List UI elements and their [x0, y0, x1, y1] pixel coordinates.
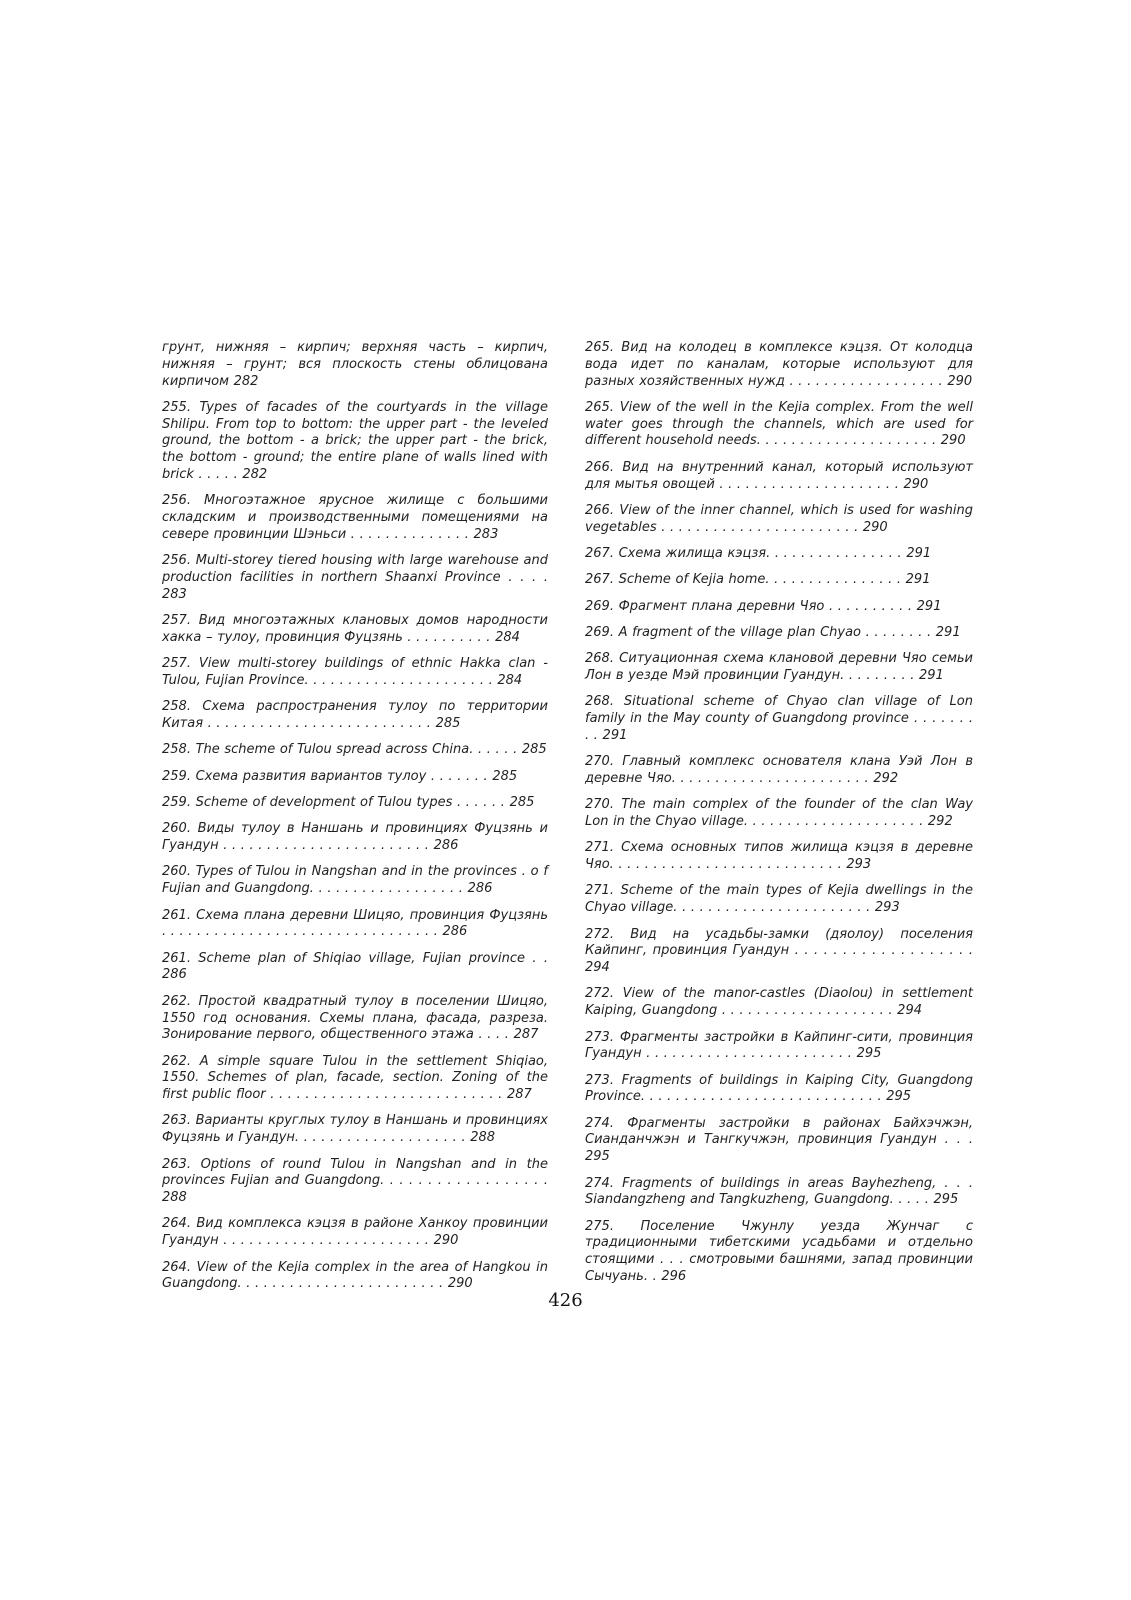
toc-entry-page: 284	[495, 629, 520, 645]
toc-entry	[585, 503, 973, 537]
toc-entry	[162, 864, 548, 898]
toc-entry-page: 291	[916, 598, 942, 614]
toc-entry-page: 290	[947, 373, 973, 389]
toc-entry-page: 290	[433, 1233, 459, 1249]
toc-entry-title: 256. Multi-storey tiered housing with large warehouse and production facilities in northern Shaanxi Province . . . .	[162, 553, 548, 586]
toc-entry-page: 286	[433, 838, 459, 854]
toc-entry-title: 258. Схема распространения тулоу по территории Китая . . . . . . . . . . . . . . . . . . . . . . . . . .	[162, 699, 548, 732]
toc-entry	[162, 340, 548, 390]
toc-entry	[162, 1054, 548, 1104]
toc-entry-page: 292	[927, 814, 953, 830]
toc-entry-page: 283	[162, 586, 187, 602]
toc-entry-page: 291	[918, 667, 944, 683]
toc-entry-page: 290	[447, 1276, 473, 1292]
toc-entry-title: грунт, нижняя – кирпич; верхняя часть – кирпич, нижняя – грунт; вся плоскость стены облицована кирпичом	[162, 340, 548, 389]
toc-entry	[162, 769, 548, 786]
toc-entry	[162, 821, 548, 855]
toc-entry-title: 274. Fragments of buildings in areas Bayhezheng, . . . Siandangzheng and Tangkuzheng, Guangdong. . . . .	[585, 1175, 973, 1208]
toc-entry-title: 271. Scheme of the main types of Kejia dwellings in the Chyao village. . . . . . . . . . . . . . . . . . . . . . .	[585, 883, 973, 916]
toc-entry	[585, 460, 973, 494]
toc-entry	[162, 1216, 548, 1250]
toc-entry-page: 293	[846, 857, 872, 873]
toc-entry-page: 283	[473, 526, 499, 542]
toc-entry-title: 262. Простой квадратный тулоу в поселении Шицяо, 1550 год основания. Схемы плана, фасада, разреза. Зонирование первого, общественного этажа . . . .	[162, 993, 548, 1043]
toc-entry	[585, 599, 973, 616]
toc-entry-page: 286	[442, 924, 468, 940]
toc-entry-title: 258. The scheme of Tulou spread across China. . . . . .	[162, 742, 518, 758]
toc-entry	[585, 546, 973, 563]
toc-entry	[162, 493, 548, 543]
toc-entry-page: 293	[874, 900, 900, 916]
toc-entry-title: 266. View of the inner channel, which is used for washing vegetables . . . . . . . . . . . . . . . . . . . . . . .	[585, 502, 973, 535]
toc-entry-page: 284	[497, 673, 523, 689]
toc-entry-title: 261. Scheme plan of Shiqiao village, Fujian province . .	[162, 950, 548, 966]
toc-column-right	[585, 340, 973, 1295]
toc-entry-page: 287	[513, 1027, 539, 1043]
toc-entry	[162, 1113, 548, 1147]
toc-entry	[585, 694, 973, 744]
toc-entry-title: 260. Виды тулоу в Наншань и провинциях Фуцзянь и Гуандун . . . . . . . . . . . . . . . . . . . . . . . .	[162, 821, 548, 854]
toc-entry-title: 264. View of the Kejia complex in the area of Hangkou in Guangdong. . . . . . . . . . . . . . . . . . . . . . . .	[162, 1259, 548, 1292]
toc-entry	[162, 908, 548, 942]
toc-entry-title: 274. Фрагменты застройки в районах Байхэчжэн, Сианданчжэн и Тангкучжэн, провинция Гуандун . . .	[585, 1115, 973, 1148]
toc-entry	[162, 553, 548, 603]
toc-entry	[585, 340, 973, 390]
toc-entry	[585, 797, 973, 831]
toc-entry-title: 261. Схема плана деревни Шицяо, провинция Фуцзянь . . . . . . . . . . . . . . . . . . . . . . . . . . . . . . . .	[162, 907, 548, 940]
toc-column-left	[162, 340, 548, 1303]
toc-entry	[162, 1260, 548, 1294]
toc-entry-page: 288	[162, 1190, 187, 1206]
toc-entry-title: 270. Главный комплекс основателя клана Уэй Лон в деревне Чяо. . . . . . . . . . . . . . . . . . . . . . .	[585, 754, 973, 786]
toc-entry-title: 270. The main complex of the founder of the clan Way Lon in the Chyao village. . . . . . . . . . . . . . . . . . . . .	[585, 797, 973, 830]
toc-entry-page: 295	[933, 1192, 959, 1208]
toc-entry	[585, 927, 973, 977]
toc-entry-page: 291	[905, 572, 931, 588]
toc-entry-page: 285	[521, 742, 547, 758]
toc-entry-title: 268. Situational scheme of Chyao clan village of Lon family in the May county of Guangdong province . . . . . . . . .	[585, 694, 973, 743]
toc-entry-title: 272. Вид на усадьбы-замки (дяолоу) поселения Кайпинг, провинция Гуандун . . . . . . . . . . . . . . . . . . .	[585, 926, 973, 959]
toc-entry	[162, 951, 548, 985]
toc-entry-title: 271. Схема основных типов жилища кэцзя в деревне Чяо. . . . . . . . . . . . . . . . . . . . . . . . . . .	[585, 840, 973, 873]
toc-entry-title: 267. Scheme of Kejia home. . . . . . . . . . . . . . . .	[585, 572, 902, 588]
toc-entry-title: 269. Фрагмент плана деревни Чяо . . . . . . . . . .	[585, 598, 913, 614]
toc-entry-page: 285	[509, 795, 535, 811]
toc-entry-title: 262. A simple square Tulou in the settlement Shiqiao, 1550. Schemes of plan, facade, section. Zoning of the first public floor . . . . . . . . . . . . . . . . . . . . . . . . . . .	[162, 1053, 548, 1103]
toc-entry	[585, 1030, 973, 1064]
toc-entry-page: 286	[467, 881, 493, 897]
toc-entry-page: 282	[242, 467, 268, 483]
toc-entry-page: 285	[435, 716, 461, 732]
toc-entry	[162, 1157, 548, 1207]
toc-entry-page: 287	[506, 1087, 532, 1103]
toc-entry	[585, 754, 973, 788]
toc-entry-title: 257. Вид многоэтажных клановых домов народности хакка – тулоу, провинция Фуцзянь . . . . . . . . . .	[162, 613, 548, 645]
toc-entry-page: 295	[856, 1046, 882, 1062]
page-number: 426	[548, 1290, 583, 1311]
toc-entry-page: 291	[906, 545, 932, 561]
toc-entry-page: 288	[470, 1130, 496, 1146]
toc-entry-page: 296	[661, 1269, 687, 1285]
toc-entry-page: 295	[585, 1149, 610, 1165]
toc-entry-title: 259. Scheme of development of Tulou types . . . . . .	[162, 795, 505, 811]
toc-entry	[585, 400, 973, 450]
toc-entry-page: 290	[862, 519, 888, 535]
toc-entry	[162, 742, 548, 759]
toc-entry-title: 265. View of the well in the Kejia complex. From the well water goes through the channels, which are used for different household needs. . . . . . . . . . . . . . . . . . . . .	[585, 399, 973, 449]
toc-entry-page: 291	[935, 624, 961, 640]
toc-entry-title: 272. View of the manor-castles (Diaolou) in settlement Kaiping, Guangdong . . . . . . . . . . . . . . . . . . . .	[585, 986, 973, 1019]
toc-entry-title: 273. Fragments of buildings in Kaiping City, Guangdong Province. . . . . . . . . . . . . . . . . . . . . . . . . . . .	[585, 1072, 973, 1105]
toc-entry-page: 285	[492, 768, 518, 784]
toc-entry	[162, 994, 548, 1044]
toc-entry	[585, 1073, 973, 1107]
toc-entry-title: 263. Options of round Tulou in Nangshan and in the provinces Fujian and Guangdong. . . . . . . . . . . . . . . . . .	[162, 1156, 548, 1189]
toc-entry	[585, 1219, 973, 1286]
toc-entry	[162, 795, 548, 812]
toc-entry	[585, 986, 973, 1020]
toc-entry-title: 275. Поселение Чжунлу уезда Жунчаг с традиционными тибетскими усадьбами и отдельно стоящими . . . смотровыми башнями, запад провинции Сычуань. .	[585, 1218, 973, 1285]
toc-entry-title: 255. Types of facades of the courtyards in the village Shilipu. From top to bottom: the upper part - the leveled ground, the bottom - a brick; the upper part - the brick, the bottom - ground; the entire plane of walls lined with brick . . . . .	[162, 399, 548, 483]
toc-entry	[585, 572, 973, 589]
toc-entry	[585, 840, 973, 874]
toc-entry-page: 292	[873, 770, 899, 786]
toc-entry	[585, 651, 973, 685]
toc-entry-page: 290	[940, 433, 966, 449]
toc-entry-title: 260. Types of Tulou in Nangshan and in the provinces . o f Fujian and Guangdong. . . . . . . . . . . . . . . . . .	[162, 864, 548, 897]
toc-entry-title: 257. View multi-storey buildings of ethnic Hakka clan - Tulou, Fujian Province. . . . . . . . . . . . . . . . . . . . . .	[162, 656, 548, 689]
toc-entry-page: 294	[585, 960, 610, 976]
toc-entry	[585, 1176, 973, 1210]
toc-entry-title: 268. Ситуационная схема клановой деревни Чяо семьи Лон в уезде Мэй провинции Гуандун. . . . . . . . .	[585, 651, 973, 683]
toc-entry-page: 294	[897, 1003, 922, 1019]
toc-entry	[162, 400, 548, 484]
toc-entry-title: 267. Схема жилища кэцзя. . . . . . . . . . . . . . . .	[585, 545, 902, 561]
toc-entry-page: 291	[602, 727, 628, 743]
toc-entry	[585, 625, 973, 642]
toc-entry-page: 290	[903, 476, 929, 492]
toc-entry-title: 265. Вид на колодец в комплексе кэцзя. От колодца вода идет по каналам, которые используют для разных хозяйственных нужд . . . . . . . . . . . . . . . . . .	[585, 340, 973, 389]
toc-entry	[585, 883, 973, 917]
toc-entry-title: 269. A fragment of the village plan Chyao . . . . . . . .	[585, 624, 932, 640]
toc-entry-title: 263. Варианты круглых тулоу в Наншань и провинциях Фуцзянь и Гуандун. . . . . . . . . . . . . . . . . . . .	[162, 1113, 548, 1146]
toc-entry	[162, 656, 548, 690]
toc-entry	[162, 613, 548, 647]
toc-entry-title: 259. Схема развития вариантов тулоу . . . . . . .	[162, 768, 488, 784]
toc-entry-title: 273. Фрагменты застройки в Кайпинг-сити, провинция Гуандун . . . . . . . . . . . . . . . . . . . . . . . .	[585, 1029, 973, 1062]
toc-entry-page: 282	[233, 373, 259, 389]
toc-entry-title: 266. Вид на внутренний канал, который используют для мытья овощей . . . . . . . . . . . . . . . . . . . . .	[585, 459, 973, 492]
toc-entry-page: 286	[162, 967, 187, 983]
toc-entry-title: 264. Вид комплекса кэцзя в районе Ханкоу провинции Гуандун . . . . . . . . . . . . . . . . . . . . . . . .	[162, 1216, 548, 1249]
toc-entry-page: 295	[886, 1089, 912, 1105]
toc-entry-title: 256. Многоэтажное ярусное жилище с большими складским и производственными помещениями на севере провинции Шэньси . . . . . . . . . . . . . .	[162, 493, 548, 542]
toc-entry	[585, 1116, 973, 1166]
toc-entry	[162, 699, 548, 733]
